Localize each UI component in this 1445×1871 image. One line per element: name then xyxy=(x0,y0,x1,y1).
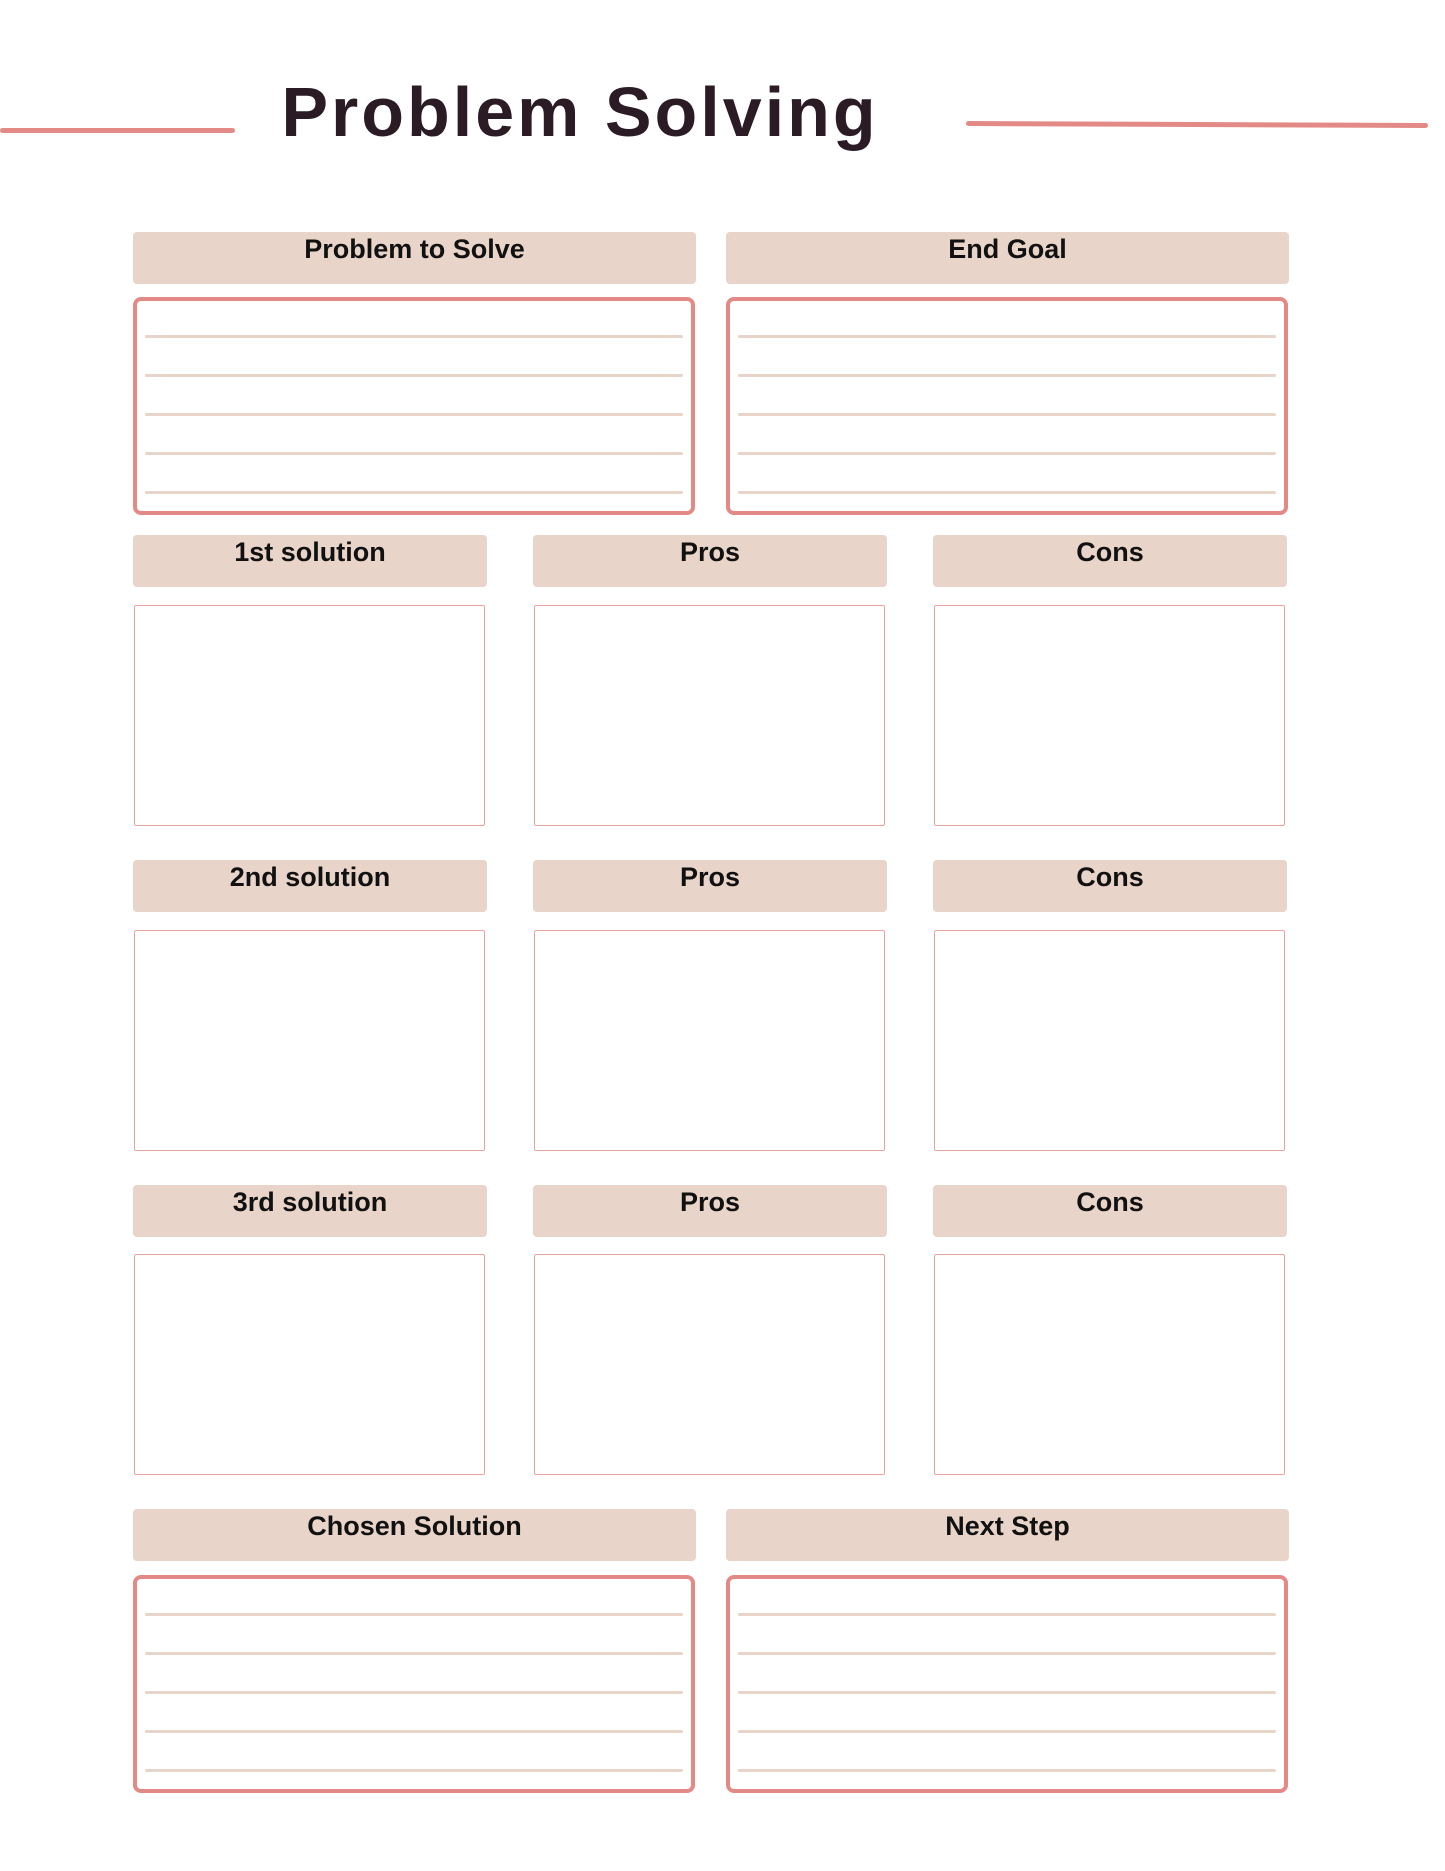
decorative-stroke-right xyxy=(966,121,1428,128)
first-cons-header: Cons xyxy=(933,535,1287,587)
writing-line xyxy=(738,1613,1276,1616)
problem-to-solve-header: Problem to Solve xyxy=(133,232,696,284)
end-goal-box[interactable] xyxy=(726,297,1288,515)
writing-line xyxy=(738,1769,1276,1772)
second-solution-header: 2nd solution xyxy=(133,860,487,912)
writing-line xyxy=(145,1730,683,1733)
problem-to-solve-box[interactable] xyxy=(133,297,695,515)
third-solution-header: 3rd solution xyxy=(133,1185,487,1237)
writing-line xyxy=(738,413,1276,416)
second-pros-box[interactable] xyxy=(534,930,885,1151)
next-step-header: Next Step xyxy=(726,1509,1289,1561)
writing-line xyxy=(738,452,1276,455)
second-cons-header: Cons xyxy=(933,860,1287,912)
writing-line xyxy=(145,452,683,455)
first-pros-box[interactable] xyxy=(534,605,885,826)
third-pros-box[interactable] xyxy=(534,1254,885,1475)
third-pros-header: Pros xyxy=(533,1185,887,1237)
writing-line xyxy=(145,491,683,494)
writing-line xyxy=(738,1730,1276,1733)
writing-line xyxy=(145,374,683,377)
writing-line xyxy=(145,335,683,338)
first-cons-box[interactable] xyxy=(934,605,1285,826)
third-cons-header: Cons xyxy=(933,1185,1287,1237)
third-solution-box[interactable] xyxy=(134,1254,485,1475)
end-goal-header: End Goal xyxy=(726,232,1289,284)
writing-line xyxy=(738,335,1276,338)
next-step-box[interactable] xyxy=(726,1575,1288,1793)
decorative-stroke-left xyxy=(0,128,235,133)
chosen-solution-header: Chosen Solution xyxy=(133,1509,696,1561)
first-solution-header: 1st solution xyxy=(133,535,487,587)
third-cons-box[interactable] xyxy=(934,1254,1285,1475)
writing-line xyxy=(145,1691,683,1694)
writing-line xyxy=(738,374,1276,377)
writing-line xyxy=(145,1613,683,1616)
first-pros-header: Pros xyxy=(533,535,887,587)
writing-line xyxy=(738,491,1276,494)
second-cons-box[interactable] xyxy=(934,930,1285,1151)
chosen-solution-box[interactable] xyxy=(133,1575,695,1793)
writing-line xyxy=(145,413,683,416)
writing-line xyxy=(738,1652,1276,1655)
second-pros-header: Pros xyxy=(533,860,887,912)
page-title: Problem Solving xyxy=(281,73,879,151)
writing-line xyxy=(145,1652,683,1655)
writing-line xyxy=(738,1691,1276,1694)
first-solution-box[interactable] xyxy=(134,605,485,826)
second-solution-box[interactable] xyxy=(134,930,485,1151)
writing-line xyxy=(145,1769,683,1772)
